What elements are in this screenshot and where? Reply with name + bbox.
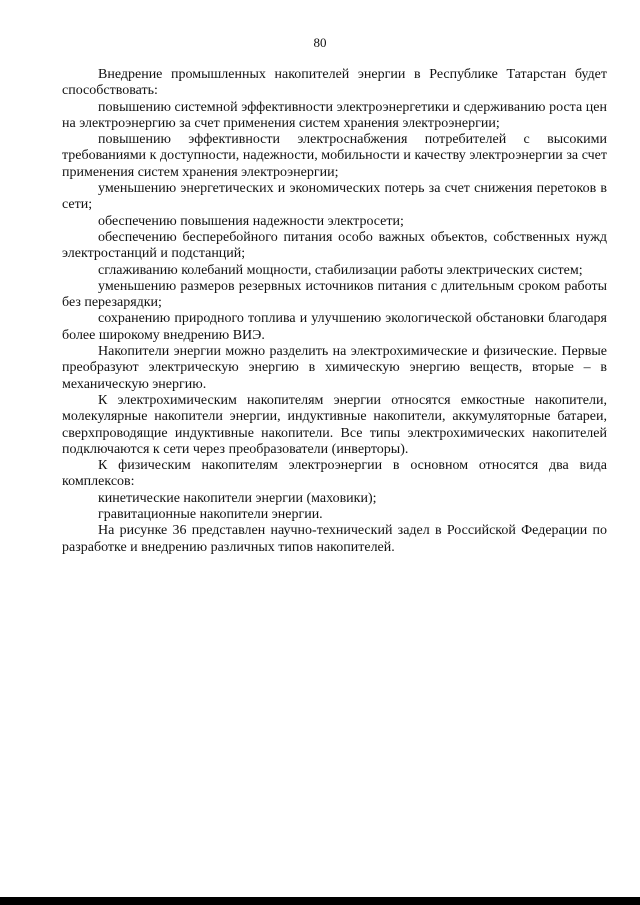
paragraph: повышению эффективности электроснабжения потребителей с высокими требованиями к доступности, надежности, мобильности и качеству электроэнергии за счет применения систем хранения электроэнергии; [62, 132, 607, 180]
paragraph: На рисунке 36 представлен научно-технический задел в Российской Федерации по разработке и внедрению различных типов накопителей. [62, 523, 607, 555]
paragraph: Внедрение промышленных накопителей энергии в Республике Татарстан будет способствовать: [62, 67, 607, 99]
paragraph: сглаживанию колебаний мощности, стабилизации работы электрических систем; [98, 262, 583, 278]
scan-edge-bar [0, 897, 640, 905]
paragraph: уменьшению энергетических и экономических потерь за счет снижения перетоков в сети; [62, 181, 607, 213]
paragraph: гравитационные накопители энергии. [98, 507, 323, 523]
paragraph: К электрохимическим накопителям энергии относятся емкостные накопители, молекулярные накопители энергии, индуктивные накопители, аккумуляторные батареи, сверхпроводящие индуктивные накопители. Все типы электрохимических накопителей подключаются к сети через преобразователи (инверторы). [62, 392, 607, 457]
paragraph: уменьшению размеров резервных источников питания с длительным сроком работы без перезарядки; [62, 278, 607, 311]
document-body [62, 67, 607, 556]
paragraph: Накопители энергии можно разделить на электрохимические и физические. Первые преобразуют электрическую энергию в химическую энергию веществ, вторые – в механическую энергию. [62, 344, 607, 392]
paragraph: обеспечению бесперебойного питания особо важных объектов, собственных нужд электростанций и подстанций; [62, 229, 607, 262]
paragraph: кинетические накопители энергии (маховики); [98, 490, 377, 506]
paragraph: обеспечению повышения надежности электросети; [98, 213, 404, 229]
paragraph: сохранению природного топлива и улучшению экологической обстановки благодаря более широкому внедрению ВИЭ. [62, 311, 607, 343]
page-number: 80 [313, 35, 327, 50]
paragraph: К физическим накопителям электроэнергии в основном относятся два вида комплексов: [62, 458, 607, 490]
paragraph: повышению системной эффективности электроэнергетики и сдерживанию роста цен на электроэнергию за счет применения систем хранения электроэнергии; [62, 99, 607, 131]
